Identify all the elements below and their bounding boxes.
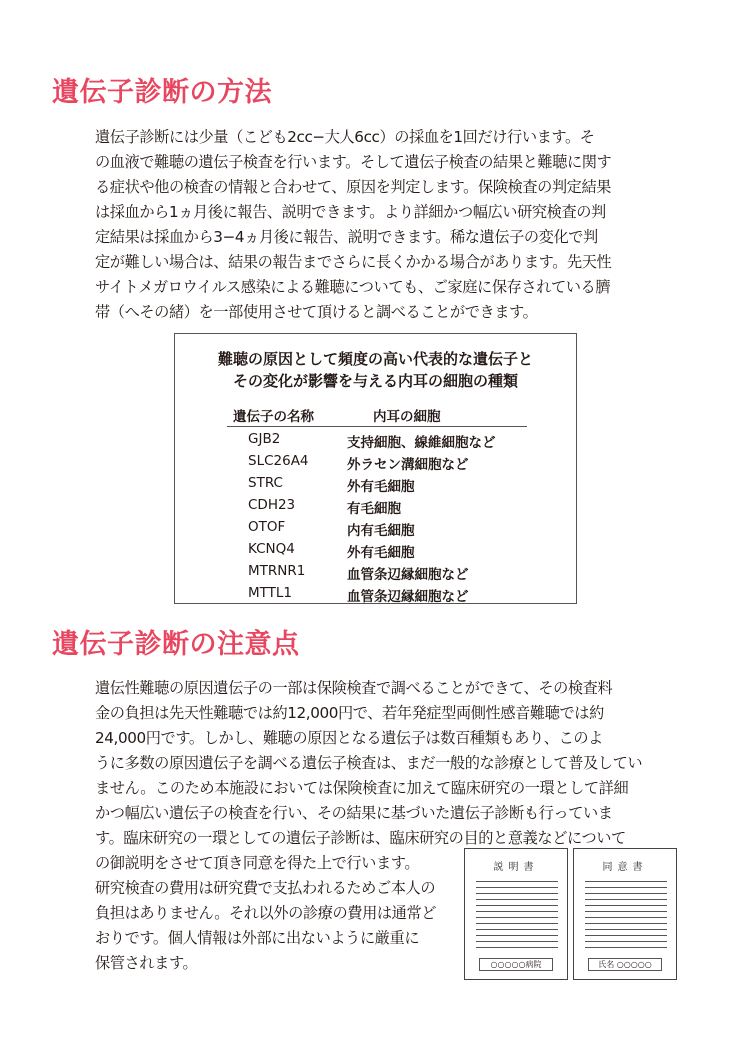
table-row <box>175 541 576 563</box>
cell-type: 外有毛細胞 <box>347 479 415 495</box>
paragraph-line: 24,000円です。しかし、難聴の原因となる遺伝子は数百種類もあり、このよ <box>95 729 603 747</box>
table-row <box>175 475 576 497</box>
document-line <box>585 917 667 918</box>
document-line <box>476 917 558 918</box>
document-line <box>476 923 558 924</box>
paragraph-line: ません。このため本施設においては保険検査に加えて臨床研究の一環として詳細 <box>95 779 629 797</box>
document-line <box>585 935 667 936</box>
paragraph-line: かつ幅広い遺伝子の検査を行い、その結果に基づいた遺伝子診断も行っていま <box>95 804 613 822</box>
paragraph-line: うに多数の原因遺伝子を調べる遺伝子検査は、まだ一般的な診療として普及してい <box>95 754 643 772</box>
gene-name: GJB2 <box>248 431 281 447</box>
gene-name: MTRNR1 <box>248 563 306 579</box>
document-line <box>476 911 558 912</box>
document-line <box>585 887 667 888</box>
paragraph-line: 負担はありません。それ以外の診療の費用は通常ど <box>95 904 437 922</box>
document-line <box>585 923 667 924</box>
table-row <box>175 585 576 607</box>
gene-table-box <box>174 333 577 604</box>
document-footer: 氏名 ○○○○○ <box>588 958 662 971</box>
paragraph-line: 定結果は採血から3−4ヵ月後に報告、説明できます。稀な遺伝子の変化で判 <box>95 228 598 246</box>
document-footer: ○○○○○病院 <box>479 958 553 971</box>
document-line <box>585 947 667 948</box>
document-line <box>585 881 667 882</box>
cell-type: 内有毛細胞 <box>347 523 415 539</box>
gene-name: MTTL1 <box>248 585 293 601</box>
cell-type: 血管条辺縁細胞など <box>347 567 469 583</box>
method-paragraph <box>95 125 665 325</box>
paragraph-line: の御説明をさせて頂き同意を得た上で行います。 <box>95 854 420 872</box>
document-line <box>585 941 667 942</box>
paragraph-line: おりです。個人情報は外部に出ないように厳重に <box>95 929 420 947</box>
section-title-notes: 遺伝子診断の注意点 <box>52 629 300 660</box>
paragraph-line: る症状や他の検査の情報と合わせて、原因を判定します。保険検査の判定結果 <box>95 178 612 196</box>
table-row <box>175 453 576 475</box>
paragraph-line: は採血から1ヵ月後に報告、説明できます。より詳細かつ幅広い研究検査の判 <box>95 203 606 221</box>
gene-name: OTOF <box>248 519 286 535</box>
cell-type: 支持細胞、線維細胞など <box>347 435 496 451</box>
table-row <box>175 519 576 541</box>
document-line <box>585 905 667 906</box>
section-title-method: 遺伝子診断の方法 <box>52 77 272 108</box>
table-row <box>175 497 576 519</box>
header-divider <box>227 426 527 427</box>
gene-name: SLC26A4 <box>248 453 309 469</box>
explanation-document-icon <box>464 848 568 980</box>
document-line <box>476 893 558 894</box>
gene-table-title: 難聴の原因として頻度の高い代表的な遺伝子と その変化が影響を与える内耳の細胞の種類 <box>217 350 533 390</box>
gene-name: STRC <box>248 475 283 491</box>
table-row <box>175 563 576 585</box>
column-header-gene: 遺伝子の名称 <box>233 409 314 425</box>
document-line <box>476 929 558 930</box>
paragraph-line: の血液で難聴の遺伝子検査を行います。そして遺伝子検査の結果と難聴に関す <box>95 153 612 171</box>
document-line <box>476 935 558 936</box>
document-title: 説明書 <box>493 862 539 873</box>
document-line <box>476 899 558 900</box>
document-line <box>476 941 558 942</box>
document-line <box>585 929 667 930</box>
cell-type: 血管条辺縁細胞など <box>347 589 469 605</box>
document-line <box>476 887 558 888</box>
document-line <box>585 911 667 912</box>
paragraph-line: 定が難しい場合は、結果の報告までさらに長くかかる場合があります。先天性 <box>95 253 612 271</box>
gene-name: KCNQ4 <box>248 541 295 557</box>
paragraph-line: す。臨床研究の一環としての遺伝子診断は、臨床研究の目的と意義などについて <box>95 829 626 847</box>
document-line <box>585 893 667 894</box>
document-line <box>585 899 667 900</box>
table-row <box>175 431 576 453</box>
document-line <box>476 947 558 948</box>
paragraph-line: サイトメガロウイルス感染による難聴についても、ご家庭に保存されている臍 <box>95 278 611 296</box>
document-title: 同意書 <box>602 862 648 873</box>
document-line <box>476 905 558 906</box>
cell-type: 有毛細胞 <box>347 501 401 517</box>
paragraph-line: 遺伝性難聴の原因遺伝子の一部は保険検査で調べることができて、その検査料 <box>95 679 613 697</box>
gene-name: CDH23 <box>248 497 296 513</box>
cell-type: 外有毛細胞 <box>347 545 415 561</box>
column-header-cell: 内耳の細胞 <box>373 409 441 425</box>
paragraph-line: 金の負担は先天性難聴では約12,000円で、若年発症型両側性感音難聴では約 <box>95 704 604 722</box>
paragraph-line: 保管されます。 <box>95 954 198 972</box>
document-line <box>476 881 558 882</box>
consent-document-icon <box>573 848 677 980</box>
paragraph-line: 研究検査の費用は研究費で支払われるためご本人の <box>95 879 436 897</box>
paragraph-line: 帯（へその緒）を一部使用させて頂けると調べることができます。 <box>95 303 538 321</box>
paragraph-line: 遺伝子診断には少量（こども2cc−大人6cc）の採血を1回だけ行います。そ <box>95 128 595 146</box>
cell-type: 外ラセン溝細胞など <box>347 457 469 473</box>
